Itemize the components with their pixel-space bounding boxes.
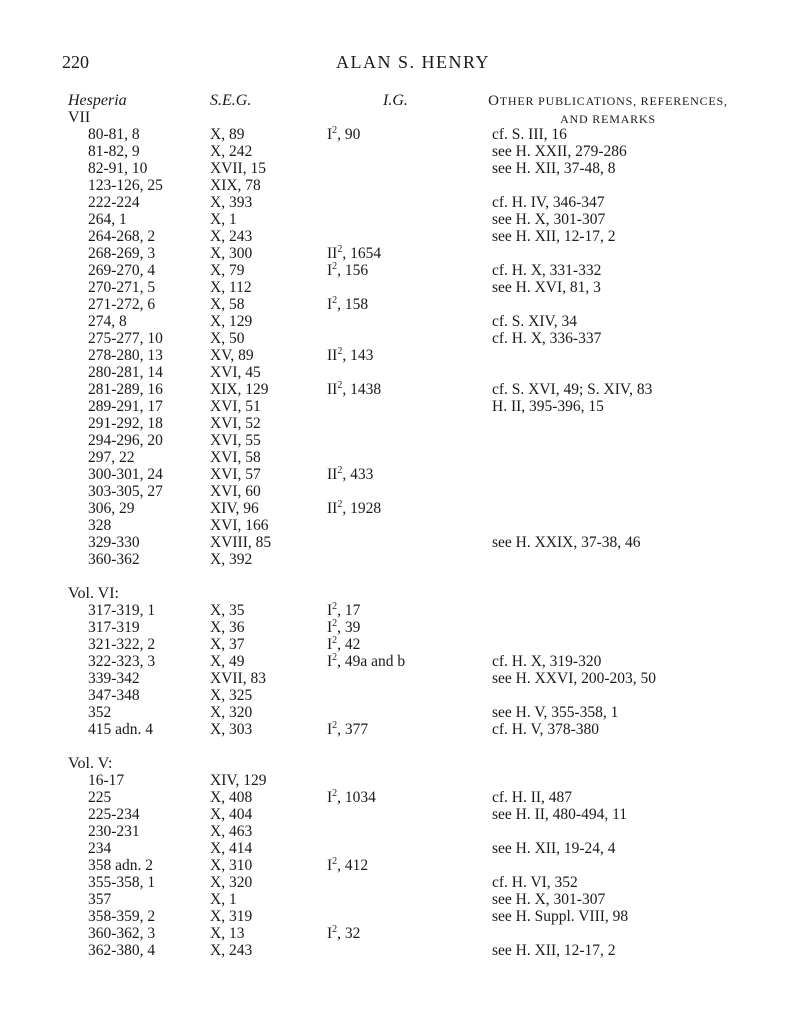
hesperia-ref: 225 — [88, 789, 112, 806]
seg-ref: X, 320 — [210, 874, 253, 891]
ig-ref: $I^2$, 90 — [327, 124, 361, 143]
table-row — [0, 296, 790, 313]
ig-ref: $I^2$, 39 — [327, 617, 361, 636]
other-ref: cf. H. X, 331-332 — [492, 262, 602, 279]
table-row — [0, 330, 790, 347]
section-gap — [0, 738, 790, 755]
seg-ref: X, 393 — [210, 194, 253, 211]
section-label — [0, 109, 790, 126]
hesperia-ref: 289-291, 17 — [88, 398, 163, 415]
seg-ref: XVII, 15 — [210, 160, 266, 177]
seg-ref: X, 408 — [210, 789, 253, 806]
seg-ref: XVI, 45 — [210, 364, 261, 381]
seg-ref: X, 319 — [210, 908, 253, 925]
table-row — [0, 381, 790, 398]
table-row — [0, 449, 790, 466]
table-row — [0, 551, 790, 568]
ig-ref: $I^2$, 158 — [327, 294, 369, 313]
other-ref: cf. S. XVI, 49; S. XIV, 83 — [492, 381, 653, 398]
table-row — [0, 653, 790, 670]
section-label-text: Vol. V: — [68, 755, 113, 772]
table-row — [0, 534, 790, 551]
hesperia-ref: 274, 8 — [88, 313, 127, 330]
section-label-text: Vol. VI: — [68, 585, 119, 602]
table-row — [0, 619, 790, 636]
hesperia-ref: 321-322, 2 — [88, 636, 156, 653]
seg-ref: XVI, 51 — [210, 398, 261, 415]
seg-ref: XVI, 58 — [210, 449, 261, 466]
table-row — [0, 211, 790, 228]
ig-ref: $II^2$, 143 — [327, 345, 374, 364]
seg-ref: XVI, 52 — [210, 415, 261, 432]
other-ref: cf. H. X, 319-320 — [492, 653, 602, 670]
seg-ref: X, 303 — [210, 721, 253, 738]
hesperia-ref: 328 — [88, 517, 112, 534]
table-row — [0, 194, 790, 211]
hesperia-ref: 303-305, 27 — [88, 483, 163, 500]
table-row — [0, 908, 790, 925]
section-label-text: VII — [68, 109, 91, 126]
other-ref: see H. X, 301-307 — [492, 891, 606, 908]
seg-ref: X, 35 — [210, 602, 245, 619]
table-row — [0, 636, 790, 653]
table-row — [0, 670, 790, 687]
ig-ref: $I^2$, 412 — [327, 855, 369, 874]
hesperia-ref: 80-81, 8 — [88, 126, 140, 143]
seg-ref: XIV, 129 — [210, 772, 267, 789]
hesperia-ref: 360-362, 3 — [88, 925, 156, 942]
table-row — [0, 942, 790, 959]
seg-ref: XVI, 57 — [210, 466, 261, 483]
seg-ref: XVI, 60 — [210, 483, 261, 500]
table-row — [0, 874, 790, 891]
other-ref: see H. XXVI, 200-203, 50 — [492, 670, 657, 687]
page-number: 220 — [62, 52, 89, 72]
running-head — [62, 52, 724, 78]
seg-ref: X, 36 — [210, 619, 245, 636]
hesperia-ref: 317-319, 1 — [88, 602, 156, 619]
ig-ref: $I^2$, 17 — [327, 600, 361, 619]
table-row — [0, 228, 790, 245]
hesperia-ref: 317-319 — [88, 619, 140, 636]
column-header-other-line1: THER PUBLICATIONS, REFERENCES, — [499, 94, 728, 108]
hesperia-ref: 355-358, 1 — [88, 874, 156, 891]
hesperia-ref: 347-348 — [88, 687, 140, 704]
hesperia-ref: 234 — [88, 840, 112, 857]
column-header-other-line2: AND REMARKS — [560, 112, 656, 126]
other-ref: see H. XII, 37-48, 8 — [492, 160, 616, 177]
seg-ref: X, 325 — [210, 687, 253, 704]
ig-ref: $I^2$, 1034 — [327, 787, 376, 806]
seg-ref: X, 1 — [210, 211, 237, 228]
section-label — [0, 755, 790, 772]
hesperia-ref: 270-271, 5 — [88, 279, 156, 296]
ig-ref: $II^2$, 1654 — [327, 243, 382, 262]
other-ref: see H. XII, 12-17, 2 — [492, 228, 616, 245]
ig-ref: $I^2$, 32 — [327, 923, 361, 942]
seg-ref: XVI, 55 — [210, 432, 261, 449]
hesperia-ref: 352 — [88, 704, 112, 721]
seg-ref: X, 243 — [210, 228, 253, 245]
table-row — [0, 177, 790, 194]
ig-ref: $I^2$, 377 — [327, 719, 369, 738]
hesperia-ref: 322-323, 3 — [88, 653, 156, 670]
ig-ref: $II^2$, 1438 — [327, 379, 382, 398]
section-label — [0, 585, 790, 602]
seg-ref: X, 58 — [210, 296, 245, 313]
seg-ref: X, 243 — [210, 942, 253, 959]
seg-ref: X, 79 — [210, 262, 245, 279]
hesperia-ref: 16-17 — [88, 772, 125, 789]
seg-ref: XVIII, 85 — [210, 534, 272, 551]
table-row — [0, 602, 790, 619]
table-row — [0, 789, 790, 806]
other-ref: cf. H. V, 378-380 — [492, 721, 600, 738]
seg-ref: X, 112 — [210, 279, 252, 296]
hesperia-ref: 339-342 — [88, 670, 140, 687]
table-row — [0, 891, 790, 908]
table-row — [0, 500, 790, 517]
table-row — [0, 517, 790, 534]
hesperia-ref: 269-270, 4 — [88, 262, 156, 279]
other-ref: see H. XII, 12-17, 2 — [492, 942, 616, 959]
hesperia-ref: 358 adn. 2 — [88, 857, 154, 874]
other-ref: see H. V, 355-358, 1 — [492, 704, 619, 721]
seg-ref: X, 242 — [210, 143, 253, 160]
hesperia-ref: 360-362 — [88, 551, 140, 568]
ig-ref: $II^2$, 433 — [327, 464, 374, 483]
hesperia-ref: 306, 29 — [88, 500, 135, 517]
hesperia-ref: 300-301, 24 — [88, 466, 163, 483]
hesperia-ref: 297, 22 — [88, 449, 135, 466]
other-ref: cf. H. II, 487 — [492, 789, 573, 806]
seg-ref: X, 310 — [210, 857, 253, 874]
seg-ref: XVI, 166 — [210, 517, 269, 534]
table-row — [0, 925, 790, 942]
seg-ref: X, 392 — [210, 551, 253, 568]
hesperia-ref: 358-359, 2 — [88, 908, 156, 925]
hesperia-ref: 123-126, 25 — [88, 177, 163, 194]
other-ref: cf. H. VI, 352 — [492, 874, 578, 891]
column-header-ig: I.G. — [383, 92, 408, 109]
table-row — [0, 262, 790, 279]
table-row — [0, 364, 790, 381]
seg-ref: X, 300 — [210, 245, 253, 262]
section-gap — [0, 568, 790, 585]
other-ref: see H. II, 480-494, 11 — [492, 806, 628, 823]
table-row — [0, 483, 790, 500]
table-row — [0, 721, 790, 738]
hesperia-ref: 291-292, 18 — [88, 415, 163, 432]
hesperia-ref: 222-224 — [88, 194, 140, 211]
other-ref: see H. X, 301-307 — [492, 211, 606, 228]
seg-ref: X, 13 — [210, 925, 245, 942]
other-ref: cf. H. X, 336-337 — [492, 330, 602, 347]
other-ref: cf. H. IV, 346-347 — [492, 194, 605, 211]
table-row — [0, 398, 790, 415]
table-row — [0, 840, 790, 857]
hesperia-ref: 275-277, 10 — [88, 330, 163, 347]
hesperia-ref: 225-234 — [88, 806, 140, 823]
seg-ref: X, 50 — [210, 330, 245, 347]
column-header-other-initial: O — [488, 93, 500, 109]
page-title: ALAN S. HENRY — [335, 52, 490, 72]
seg-ref: XVII, 83 — [210, 670, 266, 687]
seg-ref: X, 49 — [210, 653, 245, 670]
ig-ref: $II^2$, 1928 — [327, 498, 382, 517]
table-row — [0, 823, 790, 840]
other-ref: cf. S. III, 16 — [492, 126, 567, 143]
table-row — [0, 857, 790, 874]
table-row — [0, 772, 790, 789]
seg-ref: X, 1 — [210, 891, 237, 908]
hesperia-ref: 264-268, 2 — [88, 228, 156, 245]
hesperia-ref: 81-82, 9 — [88, 143, 140, 160]
table-row — [0, 415, 790, 432]
seg-ref: XIX, 78 — [210, 177, 261, 194]
seg-ref: X, 37 — [210, 636, 245, 653]
table-row — [0, 279, 790, 296]
table-row — [0, 126, 790, 143]
hesperia-ref: 281-289, 16 — [88, 381, 163, 398]
hesperia-ref: 264, 1 — [88, 211, 127, 228]
hesperia-ref: 280-281, 14 — [88, 364, 163, 381]
seg-ref: XIX, 129 — [210, 381, 269, 398]
table-row — [0, 160, 790, 177]
hesperia-ref: 82-91, 10 — [88, 160, 148, 177]
other-ref: see H. XII, 19-24, 4 — [492, 840, 616, 857]
table-row — [0, 432, 790, 449]
seg-ref: X, 463 — [210, 823, 253, 840]
seg-ref: X, 129 — [210, 313, 253, 330]
other-ref: cf. S. XIV, 34 — [492, 313, 577, 330]
ig-ref: $I^2$, 49a and b — [327, 651, 406, 670]
hesperia-ref: 294-296, 20 — [88, 432, 163, 449]
table-row — [0, 806, 790, 823]
table-row — [0, 143, 790, 160]
other-ref: see H. XVI, 81, 3 — [492, 279, 601, 296]
table-row — [0, 687, 790, 704]
other-ref: H. II, 395-396, 15 — [492, 398, 604, 415]
column-header-hesperia: Hesperia — [68, 92, 127, 109]
table-row — [0, 466, 790, 483]
seg-ref: XV, 89 — [210, 347, 254, 364]
seg-ref: X, 404 — [210, 806, 253, 823]
seg-ref: X, 89 — [210, 126, 245, 143]
hesperia-ref: 268-269, 3 — [88, 245, 156, 262]
table-row — [0, 313, 790, 330]
column-header-seg: S.E.G. — [210, 92, 252, 109]
hesperia-ref: 329-330 — [88, 534, 140, 551]
hesperia-ref: 230-231 — [88, 823, 140, 840]
ig-ref: $I^2$, 156 — [327, 260, 369, 279]
seg-ref: X, 414 — [210, 840, 253, 857]
other-ref: see H. Suppl. VIII, 98 — [492, 908, 629, 925]
seg-ref: XIV, 96 — [210, 500, 259, 517]
other-ref: see H. XXII, 279-286 — [492, 143, 627, 160]
hesperia-ref: 278-280, 13 — [88, 347, 163, 364]
table-row — [0, 347, 790, 364]
table-row — [0, 245, 790, 262]
hesperia-ref: 362-380, 4 — [88, 942, 156, 959]
hesperia-ref: 357 — [88, 891, 112, 908]
ig-ref: $I^2$, 42 — [327, 634, 361, 653]
table-row — [0, 704, 790, 721]
hesperia-ref: 271-272, 6 — [88, 296, 156, 313]
other-ref: see H. XXIX, 37-38, 46 — [492, 534, 641, 551]
seg-ref: X, 320 — [210, 704, 253, 721]
hesperia-ref: 415 adn. 4 — [88, 721, 154, 738]
